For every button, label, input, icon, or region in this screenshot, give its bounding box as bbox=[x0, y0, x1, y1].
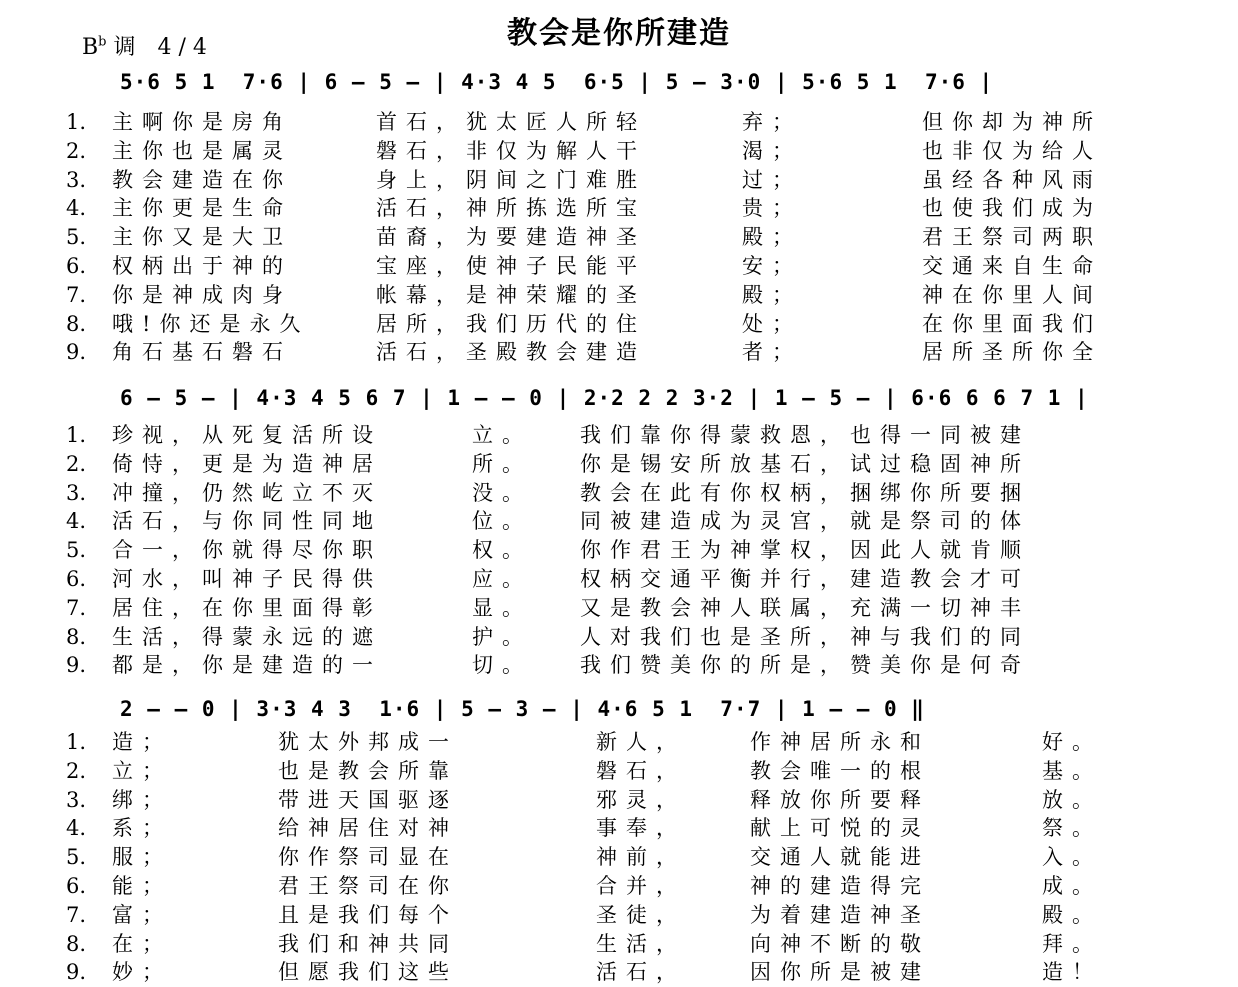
lyric-text: 同被建造成为灵宫，就是祭司的体 bbox=[580, 509, 1030, 534]
lyric-text: 也使我们成为 bbox=[922, 196, 1102, 221]
lyric-text: 神前， bbox=[596, 845, 686, 870]
lyric-text: 过； bbox=[742, 167, 802, 192]
verse-number: 7. bbox=[66, 595, 87, 620]
lyric-text: 殿。 bbox=[1042, 902, 1102, 927]
verse-line bbox=[66, 843, 1178, 872]
verse-number: 3. bbox=[66, 480, 87, 505]
verses-section-2 bbox=[66, 421, 1178, 680]
verse-number: 8. bbox=[66, 931, 87, 956]
lyric-text: 冲撞，仍然屹立不灭 bbox=[112, 480, 382, 505]
lyric-text: 者； bbox=[742, 340, 802, 365]
hymn-title: 教会是你所建造 bbox=[507, 16, 731, 51]
lyric-text: 生活， bbox=[596, 931, 686, 956]
lyric-text: 权柄出于神的 bbox=[112, 253, 292, 278]
lyric-text: 好。 bbox=[1042, 730, 1102, 754]
lyric-text: 放。 bbox=[1042, 787, 1102, 812]
lyric-text: 居所，我们历代的住 bbox=[376, 311, 646, 336]
verse-line bbox=[66, 814, 1178, 843]
verse-number: 9. bbox=[66, 960, 87, 985]
lyric-text: 虽经各种风雨 bbox=[922, 167, 1102, 192]
verse-line bbox=[66, 930, 1178, 959]
lyric-text: 权。 bbox=[472, 538, 532, 563]
verse-number: 1. bbox=[66, 730, 87, 754]
lyric-text: 交通来自生命 bbox=[922, 253, 1102, 278]
verse-number: 2. bbox=[66, 138, 87, 163]
notation-text: 5·6 5 1 7·6 | 6 — 5 — | 4·3 4 5 6·5 | 5 — 3·0 | 5·6 5 1 7·6 | bbox=[120, 70, 994, 94]
lyric-text: 拜。 bbox=[1042, 931, 1102, 956]
lyric-text: 邪灵， bbox=[596, 787, 686, 812]
lyric-text: 带进天国驱逐 bbox=[278, 787, 458, 812]
lyric-text: 主你更是生命 bbox=[112, 196, 292, 221]
lyric-text: 神在你里人间 bbox=[922, 282, 1102, 307]
lyric-text: 我们靠你得蒙救恩，也得一同被建 bbox=[580, 423, 1030, 447]
lyric-text: 弃； bbox=[742, 110, 802, 134]
lyric-text: 河水，叫神子民得供 bbox=[112, 566, 382, 591]
verse-line bbox=[66, 310, 1178, 339]
verse-line bbox=[66, 536, 1178, 565]
lyric-text: 君王祭司两职 bbox=[922, 225, 1102, 250]
verse-line bbox=[66, 651, 1178, 680]
verse-line bbox=[66, 223, 1178, 252]
verse-number: 7. bbox=[66, 282, 87, 307]
lyric-text: 切。 bbox=[472, 653, 532, 678]
lyric-text: 合一，你就得尽你职 bbox=[112, 538, 382, 563]
lyric-text: 教会唯一的根 bbox=[750, 758, 930, 783]
lyric-text: 应。 bbox=[472, 566, 532, 591]
lyric-text: 入。 bbox=[1042, 845, 1102, 870]
verse-number: 2. bbox=[66, 451, 87, 476]
lyric-text: 主啊你是房角 bbox=[112, 110, 292, 134]
verse-number: 5. bbox=[66, 845, 87, 870]
verse-line bbox=[66, 450, 1178, 479]
lyric-text: 富； bbox=[112, 902, 172, 927]
verse-number: 3. bbox=[66, 167, 87, 192]
verse-number: 2. bbox=[66, 758, 87, 783]
lyric-text: 倚恃，更是为造神居 bbox=[112, 451, 382, 476]
notation-text: 2 — — 0 | 3·3 4 3 1·6 | 5 — 3 — | 4·6 5 1 7·7 | 1 — — 0 ‖ bbox=[120, 697, 925, 721]
lyric-text: 立。 bbox=[472, 423, 532, 447]
lyric-text: 且是我们每个 bbox=[278, 902, 458, 927]
lyric-text: 活石，与你同性同地 bbox=[112, 509, 382, 534]
verse-number: 6. bbox=[66, 253, 87, 278]
lyric-text: 你是锡安所放基石，试过稳固神所 bbox=[580, 451, 1030, 476]
lyric-text: 作神居所永和 bbox=[750, 730, 930, 754]
verse-line bbox=[66, 728, 1178, 757]
lyric-text: 处； bbox=[742, 311, 802, 336]
lyric-text: 交通人就能进 bbox=[750, 845, 930, 870]
verse-number: 3. bbox=[66, 787, 87, 812]
lyric-text: 主你也是属灵 bbox=[112, 138, 292, 163]
verse-line bbox=[66, 194, 1178, 223]
lyric-text: 为着建造神圣 bbox=[750, 902, 930, 927]
verse-line bbox=[66, 137, 1178, 166]
key-label: B bbox=[82, 35, 99, 60]
verse-line bbox=[66, 479, 1178, 508]
key-flat: b bbox=[98, 34, 107, 50]
lyric-text: 渴； bbox=[742, 138, 802, 163]
verse-number: 6. bbox=[66, 566, 87, 591]
verse-number: 4. bbox=[66, 509, 87, 534]
lyric-text: 都是，你是建造的一 bbox=[112, 653, 382, 678]
lyric-text: 安； bbox=[742, 253, 802, 278]
verse-line bbox=[66, 958, 1178, 987]
verse-number: 1. bbox=[66, 110, 87, 134]
verse-number: 5. bbox=[66, 225, 87, 250]
verse-number: 9. bbox=[66, 653, 87, 678]
lyric-text: 苗裔，为要建造神圣 bbox=[376, 225, 646, 250]
key-signature bbox=[82, 30, 207, 61]
lyric-text: 祭。 bbox=[1042, 816, 1102, 841]
verse-line bbox=[66, 166, 1178, 195]
lyric-text: 居所圣所你全 bbox=[922, 340, 1102, 365]
verse-number: 8. bbox=[66, 311, 87, 336]
lyric-text: 基。 bbox=[1042, 758, 1102, 783]
lyric-text: 生活，得蒙永远的遮 bbox=[112, 624, 382, 649]
verse-line bbox=[66, 757, 1178, 786]
verse-line bbox=[66, 786, 1178, 815]
lyric-text: 活石，神所拣选所宝 bbox=[376, 196, 646, 221]
lyric-text: 珍视，从死复活所设 bbox=[112, 423, 382, 447]
verse-line bbox=[66, 594, 1178, 623]
lyric-text: 成。 bbox=[1042, 873, 1102, 898]
lyric-text: 献上可悦的灵 bbox=[750, 816, 930, 841]
verse-line bbox=[66, 901, 1178, 930]
lyric-text: 但你却为神所 bbox=[922, 110, 1102, 134]
lyric-text: 我们和神共同 bbox=[278, 931, 458, 956]
lyric-text: 磐石， bbox=[596, 758, 686, 783]
lyric-text: 身上，阴间之门难胜 bbox=[376, 167, 646, 192]
key-suffix: 调 4 / 4 bbox=[113, 35, 207, 60]
lyric-text: 你作君王为神掌权，因此人就肯顺 bbox=[580, 538, 1030, 563]
lyric-text: 犹太外邦成一 bbox=[278, 730, 458, 754]
lyric-text: 在； bbox=[112, 931, 172, 956]
verse-number: 8. bbox=[66, 624, 87, 649]
lyric-text: 但愿我们这些 bbox=[278, 960, 458, 985]
lyric-text: 主你又是大卫 bbox=[112, 225, 292, 250]
lyric-text: 教会建造在你 bbox=[112, 167, 292, 192]
lyric-text: 角石基石磐石 bbox=[112, 340, 292, 365]
verse-number: 5. bbox=[66, 538, 87, 563]
verse-number: 1. bbox=[66, 423, 87, 447]
lyric-text: 也是教会所靠 bbox=[278, 758, 458, 783]
verse-line bbox=[66, 623, 1178, 652]
lyric-text: 教会在此有你权柄，捆绑你所要捆 bbox=[580, 480, 1030, 505]
lyric-text: 绑； bbox=[112, 787, 172, 812]
verse-number: 4. bbox=[66, 196, 87, 221]
verse-line bbox=[66, 421, 1178, 450]
lyric-text: 居住，在你里面得彰 bbox=[112, 595, 382, 620]
lyric-text: 所。 bbox=[472, 451, 532, 476]
verse-number: 4. bbox=[66, 816, 87, 841]
lyric-text: 人对我们也是圣所，神与我们的同 bbox=[580, 624, 1030, 649]
lyric-text: 系； bbox=[112, 816, 172, 841]
lyric-text: 位。 bbox=[472, 509, 532, 534]
lyric-text: 活石， bbox=[596, 960, 686, 985]
lyric-text: 护。 bbox=[472, 624, 532, 649]
verse-line bbox=[66, 565, 1178, 594]
lyric-text: 你是神成肉身 bbox=[112, 282, 292, 307]
lyric-text: 帐幕，是神荣耀的圣 bbox=[376, 282, 646, 307]
lyric-text: 事奉， bbox=[596, 816, 686, 841]
verse-line bbox=[66, 252, 1178, 281]
verse-line bbox=[66, 338, 1178, 367]
lyric-text: 殿； bbox=[742, 282, 802, 307]
verse-number: 9. bbox=[66, 340, 87, 365]
lyric-text: 在你里面我们 bbox=[922, 311, 1102, 336]
lyric-text: 给神居住对神 bbox=[278, 816, 458, 841]
verse-line bbox=[66, 872, 1178, 901]
verse-number: 7. bbox=[66, 902, 87, 927]
lyric-text: 哦!你还是永久 bbox=[112, 311, 310, 336]
lyric-text: 向神不断的敬 bbox=[750, 931, 930, 956]
lyric-text: 又是教会神人联属，充满一切神丰 bbox=[580, 595, 1030, 620]
lyric-text: 磐石，非仅为解人干 bbox=[376, 138, 646, 163]
lyric-text: 宝座，使神子民能平 bbox=[376, 253, 646, 278]
verse-line bbox=[66, 281, 1178, 310]
lyric-text: 服； bbox=[112, 845, 172, 870]
lyric-text: 权柄交通平衡并行，建造教会才可 bbox=[580, 566, 1030, 591]
lyric-text: 贵； bbox=[742, 196, 802, 221]
verse-number: 6. bbox=[66, 873, 87, 898]
lyric-text: 能； bbox=[112, 873, 172, 898]
lyric-text: 显。 bbox=[472, 595, 532, 620]
verse-line bbox=[66, 507, 1178, 536]
verses-section-3 bbox=[66, 728, 1178, 987]
lyric-text: 我们赞美你的所是，赞美你是何奇 bbox=[580, 653, 1030, 678]
lyric-text: 因你所是被建 bbox=[750, 960, 930, 985]
lyric-text: 妙； bbox=[112, 960, 172, 985]
verse-line bbox=[66, 108, 1178, 137]
lyric-text: 释放你所要释 bbox=[750, 787, 930, 812]
lyric-text: 造！ bbox=[1042, 960, 1102, 985]
notation-text: 6 — 5 — | 4·3 4 5 6 7 | 1 — — 0 | 2·2 2 2 3·2 | 1 — 5 — | 6·6 6 6 7 1 | bbox=[120, 386, 1089, 410]
lyric-text: 神的建造得完 bbox=[750, 873, 930, 898]
lyric-text: 君王祭司在你 bbox=[278, 873, 458, 898]
verses-section-1 bbox=[66, 108, 1178, 367]
lyric-text: 造； bbox=[112, 730, 172, 754]
lyric-text: 殿； bbox=[742, 225, 802, 250]
lyric-text: 没。 bbox=[472, 480, 532, 505]
lyric-text: 首石，犹太匠人所轻 bbox=[376, 110, 646, 134]
lyric-text: 圣徒， bbox=[596, 902, 686, 927]
lyric-text: 合并， bbox=[596, 873, 686, 898]
lyric-text: 也非仅为给人 bbox=[922, 138, 1102, 163]
lyric-text: 活石，圣殿教会建造 bbox=[376, 340, 646, 365]
lyric-text: 新人， bbox=[596, 730, 686, 754]
lyric-text: 你作祭司显在 bbox=[278, 845, 458, 870]
lyric-text: 立； bbox=[112, 758, 172, 783]
